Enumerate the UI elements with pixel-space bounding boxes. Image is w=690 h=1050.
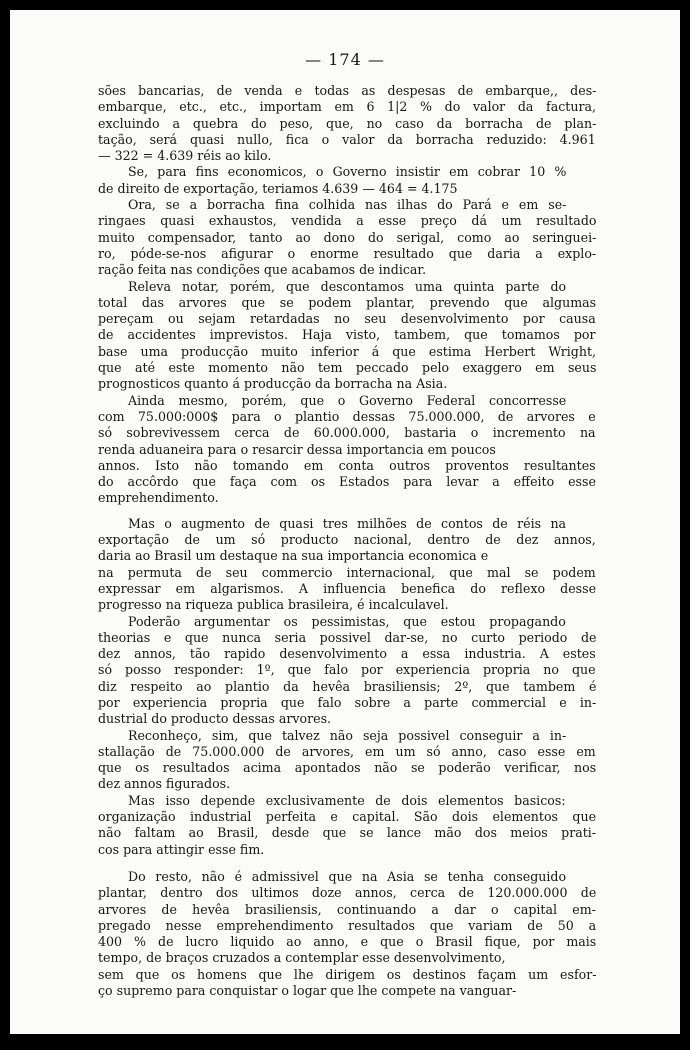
- text-line: progresso na riqueza publica brasileira, é incalculavel.: [98, 597, 449, 613]
- text-line: exportação de um só producto nacional, dentro de dez annos,: [98, 532, 596, 548]
- paragraph: [98, 869, 596, 999]
- text-line: Mas isso depende exclusivamente de dois elementos basicos:: [128, 792, 566, 808]
- book-page: [10, 10, 680, 1034]
- text-line: tempo, de braços cruzados a contemplar esse desenvolvimento,: [98, 950, 506, 966]
- text-line: base uma producção muito inferior á que estima Herbert Wright,: [98, 343, 597, 359]
- text-line: expressar em algarismos. A influencia benefica do reflexo desse: [98, 580, 597, 596]
- text-line: Mas o augmento de quasi tres milhões de contos de réis na: [128, 515, 567, 531]
- text-line: embarque, etc., etc., importam em 6 1|2 % do valor da factura,: [98, 99, 596, 115]
- text-line: Releva notar, porém, que descontamos uma quinta parte do: [128, 278, 567, 294]
- text-line: do accôrdo que faça com os Estados para levar a effeito esse: [98, 474, 596, 490]
- text-line: sem que os homens que lhe dirigem os destinos façam um esfor-: [98, 966, 597, 982]
- text-line: só posso responder: 1º, que falo por experiencia propria no que: [98, 662, 596, 678]
- text-line: de direito de exportação, teriamos 4.639 — 464 = 4.175: [98, 180, 458, 196]
- text-line: total das arvores que se podem plantar, prevendo que algumas: [98, 294, 597, 310]
- text-line: sões bancarias, de venda e todas as despesas de embarque,, des-: [98, 83, 597, 98]
- text-line: ração feita nas condições que acabamos de indicar.: [98, 262, 427, 278]
- text-line: não faltam ao Brasil, desde que se lance mão dos meios prati-: [98, 825, 597, 841]
- paragraph: [98, 393, 596, 507]
- text-line: que os resultados acima apontados não se poderão verificar, nos: [98, 760, 597, 776]
- text-line: organização industrial perfeita e capital. São dois elementos que: [98, 809, 597, 825]
- paragraph: [98, 197, 596, 278]
- text-line: ço supremo para conquistar o logar que lhe compete na vanguar-: [98, 983, 517, 999]
- text-line: Ora, se a borracha fina colhida nas ilhas do Pará e em se-: [128, 197, 567, 213]
- text-line: 400 % de lucro liquido ao anno, e que o Brasil fique, por mais: [98, 934, 597, 950]
- paragraph: [98, 614, 596, 728]
- text-line: pereçam ou sejam retardadas no seu desenvolvimento por causa: [98, 311, 596, 327]
- text-line: ro, póde-se-nos afigurar o enorme resultado que daria a explo-: [98, 245, 597, 261]
- paragraph: [98, 728, 596, 793]
- text-line: que até este momento não tem peccado pelo exaggero em seus: [98, 360, 597, 376]
- text-line: Reconheço, sim, que talvez não seja possivel conseguir a in-: [128, 727, 567, 743]
- paragraph: [98, 793, 596, 858]
- text-line: daria ao Brasil um destaque na sua importancia economica e: [98, 548, 489, 564]
- text-line: ringaes quasi exhaustos, vendida a esse preço dá um resultado: [98, 213, 597, 229]
- text-line: — 322 = 4.639 réis ao kilo.: [98, 148, 272, 164]
- text-line: de accidentes imprevistos. Haja visto, tambem, que tomamos por: [98, 327, 596, 343]
- text-line: excluindo a quebra do peso, que, no caso da borracha de plan-: [98, 115, 597, 131]
- text-line: Do resto, não é admissivel que na Asia se tenha conseguido: [128, 868, 567, 884]
- text-line: arvores de hevêa brasiliensis, continuando a dar o capital em-: [98, 901, 596, 917]
- text-line: cos para attingir esse fim.: [98, 841, 265, 857]
- paragraph: [98, 83, 596, 164]
- text-line: dez annos figurados.: [98, 776, 231, 792]
- text-line: Ainda mesmo, porém, que o Governo Federal concorresse: [128, 392, 567, 408]
- text-line: prognosticos quanto á producção da borracha na Asia.: [98, 376, 448, 392]
- page-body: [98, 83, 596, 999]
- paragraph: [98, 279, 596, 393]
- text-line: com 75.000:000$ para o plantio dessas 75.000.000, de arvores e: [98, 408, 596, 424]
- text-line: Se, para fins economicos, o Governo insistir em cobrar 10 %: [128, 164, 567, 180]
- text-line: theorias e que nunca seria possivel dar-se, no curto periodo de: [98, 629, 597, 645]
- text-line: emprehendimento.: [98, 490, 219, 506]
- paragraph: [98, 516, 596, 614]
- text-line: dustrial do producto dessas arvores.: [98, 711, 332, 727]
- text-line: stallação de 75.000.000 de arvores, em um só anno, caso esse em: [98, 743, 596, 759]
- text-line: só sobrevivessem cerca de 60.000.000, bastaria o incremento na: [98, 425, 596, 441]
- text-line: na permuta de seu commercio internacional, que mal se podem: [98, 564, 596, 580]
- text-line: tação, será quasi nullo, fica o valor da borracha reduzido: 4.961: [98, 131, 596, 147]
- page-number: — 174 —: [305, 50, 385, 69]
- text-line: renda aduaneira para o resarcir dessa importancia em poucos: [98, 441, 496, 457]
- paragraph: [98, 164, 596, 197]
- text-line: muito compensador, tanto ao dono do serigal, como ao seringuei-: [98, 229, 597, 245]
- text-line: Poderão argumentar os pessimistas, que estou propagando: [128, 613, 566, 629]
- text-line: pregado nesse emprehendimento resultados que variam de 50 a: [98, 917, 597, 933]
- text-line: diz respeito ao plantio da hevêa brasiliensis; 2º, que tambem é: [98, 678, 597, 694]
- text-line: dez annos, tão rapido desenvolvimento a essa industria. A estes: [98, 646, 596, 662]
- text-line: annos. Isto não tomando em conta outros proventos resultantes: [98, 457, 596, 473]
- text-line: por experiencia propria que falo sobre a parte commercial e in-: [98, 694, 597, 710]
- text-line: plantar, dentro dos ultimos doze annos, cerca de 120.000.000 de: [98, 885, 597, 901]
